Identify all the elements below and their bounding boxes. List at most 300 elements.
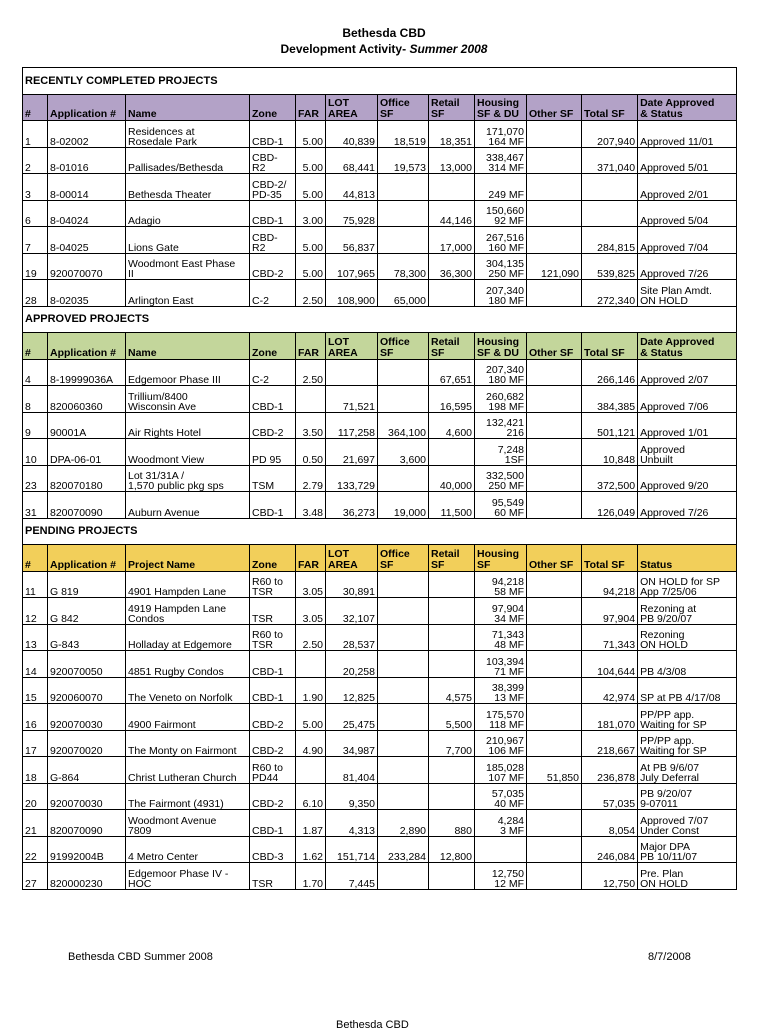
cell-office bbox=[378, 783, 429, 810]
cell-housing: 207,340 180 MF bbox=[475, 359, 527, 386]
cell-num: 28 bbox=[23, 280, 48, 307]
cell-status: ON HOLD for SP App 7/25/06 bbox=[638, 571, 737, 598]
cell-far: 4.90 bbox=[296, 730, 326, 757]
column-header: FAR bbox=[296, 545, 326, 572]
cell-num: 1 bbox=[23, 121, 48, 148]
cell-other bbox=[527, 439, 582, 466]
cell-office: 65,000 bbox=[378, 280, 429, 307]
cell-office bbox=[378, 624, 429, 651]
cell-other: 121,090 bbox=[527, 253, 582, 280]
cell-far: 2.50 bbox=[296, 280, 326, 307]
cell-retail: 16,595 bbox=[429, 386, 475, 413]
cell-housing: 171,070 164 MF bbox=[475, 121, 527, 148]
cell-zone: CBD-1 bbox=[250, 810, 296, 837]
cell-app: 820000230 bbox=[48, 863, 126, 890]
cell-zone: CBD- R2 bbox=[250, 147, 296, 174]
column-header: Office SF bbox=[378, 545, 429, 572]
cell-office: 18,519 bbox=[378, 121, 429, 148]
column-header: Name bbox=[126, 333, 250, 360]
table-row bbox=[23, 810, 737, 837]
column-header: Application # bbox=[48, 545, 126, 572]
column-header: Office SF bbox=[378, 94, 429, 121]
development-activity-table bbox=[22, 67, 737, 890]
cell-far: 5.00 bbox=[296, 121, 326, 148]
column-header: Status bbox=[638, 545, 737, 572]
cell-zone: CBD-2 bbox=[250, 253, 296, 280]
cell-lot: 117,258 bbox=[326, 412, 378, 439]
cell-num: 13 bbox=[23, 624, 48, 651]
cell-office bbox=[378, 598, 429, 625]
cell-lot: 25,475 bbox=[326, 704, 378, 731]
cell-total: 104,644 bbox=[582, 651, 638, 678]
cell-app: 8-02035 bbox=[48, 280, 126, 307]
cell-housing: 38,399 13 MF bbox=[475, 677, 527, 704]
cell-zone: CBD- R2 bbox=[250, 227, 296, 254]
cell-lot: 36,273 bbox=[326, 492, 378, 519]
cell-status: PP/PP app. Waiting for SP bbox=[638, 730, 737, 757]
cell-total: 272,340 bbox=[582, 280, 638, 307]
cell-retail: 18,351 bbox=[429, 121, 475, 148]
cell-total: 266,146 bbox=[582, 359, 638, 386]
cell-retail: 13,000 bbox=[429, 147, 475, 174]
cell-housing: 4,284 3 MF bbox=[475, 810, 527, 837]
cell-num: 2 bbox=[23, 147, 48, 174]
column-header: Total SF bbox=[582, 94, 638, 121]
cell-other bbox=[527, 651, 582, 678]
cell-app: 820070180 bbox=[48, 465, 126, 492]
table-row bbox=[23, 147, 737, 174]
cell-lot: 44,813 bbox=[326, 174, 378, 201]
cell-name: Lot 31/31A / 1,570 public pkg sps bbox=[126, 465, 250, 492]
cell-far: 5.00 bbox=[296, 174, 326, 201]
cell-total bbox=[582, 174, 638, 201]
cell-name: Pallisades/Bethesda bbox=[126, 147, 250, 174]
cell-app: 8-01016 bbox=[48, 147, 126, 174]
column-header: Office SF bbox=[378, 333, 429, 360]
document-subtitle bbox=[0, 42, 768, 56]
section-heading-tail bbox=[638, 306, 737, 333]
cell-num: 22 bbox=[23, 836, 48, 863]
table-row bbox=[23, 253, 737, 280]
cell-housing: 249 MF bbox=[475, 174, 527, 201]
cell-name: Trillium/8400 Wisconsin Ave bbox=[126, 386, 250, 413]
cell-lot: 9,350 bbox=[326, 783, 378, 810]
cell-lot: 133,729 bbox=[326, 465, 378, 492]
table-row bbox=[23, 121, 737, 148]
column-header: Total SF bbox=[582, 545, 638, 572]
column-header: Date Approved & Status bbox=[638, 333, 737, 360]
section-heading-tail bbox=[638, 68, 737, 95]
cell-status: Approved 5/01 bbox=[638, 147, 737, 174]
cell-app: 920060070 bbox=[48, 677, 126, 704]
cell-total bbox=[582, 200, 638, 227]
cell-app: DPA-06-01 bbox=[48, 439, 126, 466]
cell-far: 0.50 bbox=[296, 439, 326, 466]
cell-total: 372,500 bbox=[582, 465, 638, 492]
cell-app: 920070030 bbox=[48, 783, 126, 810]
column-header: Other SF bbox=[527, 545, 582, 572]
cell-other bbox=[527, 677, 582, 704]
cell-num: 21 bbox=[23, 810, 48, 837]
section-heading: APPROVED PROJECTS bbox=[23, 306, 638, 333]
cell-status: Major DPA PB 10/11/07 bbox=[638, 836, 737, 863]
cell-far: 1.90 bbox=[296, 677, 326, 704]
cell-num: 3 bbox=[23, 174, 48, 201]
table-row bbox=[23, 624, 737, 651]
cell-retail: 67,651 bbox=[429, 359, 475, 386]
cell-retail: 12,800 bbox=[429, 836, 475, 863]
cell-status: Rezoning at PB 9/20/07 bbox=[638, 598, 737, 625]
cell-total: 284,815 bbox=[582, 227, 638, 254]
cell-far: 2.50 bbox=[296, 624, 326, 651]
cell-num: 10 bbox=[23, 439, 48, 466]
cell-zone: TSR bbox=[250, 863, 296, 890]
cell-zone: CBD-1 bbox=[250, 200, 296, 227]
cell-total: 501,121 bbox=[582, 412, 638, 439]
cell-office bbox=[378, 571, 429, 598]
cell-total: 246,084 bbox=[582, 836, 638, 863]
cell-num: 6 bbox=[23, 200, 48, 227]
cell-num: 14 bbox=[23, 651, 48, 678]
cell-office bbox=[378, 386, 429, 413]
cell-name: Auburn Avenue bbox=[126, 492, 250, 519]
cell-app: 8-02002 bbox=[48, 121, 126, 148]
table-row bbox=[23, 677, 737, 704]
cell-office bbox=[378, 677, 429, 704]
cell-status: SP at PB 4/17/08 bbox=[638, 677, 737, 704]
cell-office: 2,890 bbox=[378, 810, 429, 837]
cell-lot: 34,987 bbox=[326, 730, 378, 757]
cell-housing: 267,516 160 MF bbox=[475, 227, 527, 254]
cell-lot: 68,441 bbox=[326, 147, 378, 174]
cell-other bbox=[527, 783, 582, 810]
cell-retail bbox=[429, 624, 475, 651]
cell-other: 51,850 bbox=[527, 757, 582, 784]
cell-lot: 56,837 bbox=[326, 227, 378, 254]
subtitle-prefix: Development Activity- bbox=[280, 42, 410, 56]
cell-retail bbox=[429, 783, 475, 810]
cell-status: PP/PP app. Waiting for SP bbox=[638, 704, 737, 731]
cell-name: Residences at Rosedale Park bbox=[126, 121, 250, 148]
cell-num: 31 bbox=[23, 492, 48, 519]
cell-app: 8-04024 bbox=[48, 200, 126, 227]
table-row bbox=[23, 412, 737, 439]
cell-far: 2.79 bbox=[296, 465, 326, 492]
column-header: Total SF bbox=[582, 333, 638, 360]
cell-status: PB 4/3/08 bbox=[638, 651, 737, 678]
column-header: # bbox=[23, 94, 48, 121]
cell-other bbox=[527, 412, 582, 439]
cell-status: Rezoning ON HOLD bbox=[638, 624, 737, 651]
table-row bbox=[23, 863, 737, 890]
section-heading: RECENTLY COMPLETED PROJECTS bbox=[23, 68, 638, 95]
cell-zone: R60 to TSR bbox=[250, 624, 296, 651]
section-heading-tail bbox=[638, 518, 737, 545]
cell-num: 20 bbox=[23, 783, 48, 810]
cell-app: G 842 bbox=[48, 598, 126, 625]
cell-far: 3.05 bbox=[296, 571, 326, 598]
cell-housing: 150,660 92 MF bbox=[475, 200, 527, 227]
cell-status: Approved 7/06 bbox=[638, 386, 737, 413]
cell-zone: R60 to PD44 bbox=[250, 757, 296, 784]
cell-zone: C-2 bbox=[250, 359, 296, 386]
table-row bbox=[23, 227, 737, 254]
table-row bbox=[23, 730, 737, 757]
cell-status: Approved 11/01 bbox=[638, 121, 737, 148]
cell-name: 4900 Fairmont bbox=[126, 704, 250, 731]
cell-office bbox=[378, 359, 429, 386]
cell-housing: 260,682 198 MF bbox=[475, 386, 527, 413]
cell-num: 17 bbox=[23, 730, 48, 757]
cell-office bbox=[378, 863, 429, 890]
column-header: Date Approved & Status bbox=[638, 94, 737, 121]
approved-column-header-row bbox=[23, 333, 737, 360]
cell-zone: CBD-1 bbox=[250, 121, 296, 148]
cell-app: G-864 bbox=[48, 757, 126, 784]
cell-housing: 132,421 216 bbox=[475, 412, 527, 439]
cell-lot: 151,714 bbox=[326, 836, 378, 863]
column-header: LOT AREA bbox=[326, 545, 378, 572]
cell-retail bbox=[429, 651, 475, 678]
cell-lot: 75,928 bbox=[326, 200, 378, 227]
cell-housing: 97,904 34 MF bbox=[475, 598, 527, 625]
footer-left: Bethesda CBD Summer 2008 bbox=[68, 951, 213, 963]
table-row bbox=[23, 836, 737, 863]
cell-housing: 103,394 71 MF bbox=[475, 651, 527, 678]
table-row bbox=[23, 492, 737, 519]
cell-lot: 107,965 bbox=[326, 253, 378, 280]
cell-zone: CBD-2 bbox=[250, 412, 296, 439]
table-row bbox=[23, 174, 737, 201]
cell-zone: CBD-2 bbox=[250, 783, 296, 810]
cell-far: 5.00 bbox=[296, 147, 326, 174]
cell-num: 4 bbox=[23, 359, 48, 386]
cell-other bbox=[527, 147, 582, 174]
cell-app: 820060360 bbox=[48, 386, 126, 413]
cell-app: 920070020 bbox=[48, 730, 126, 757]
cell-lot: 71,521 bbox=[326, 386, 378, 413]
cell-name: Bethesda Theater bbox=[126, 174, 250, 201]
cell-office: 233,284 bbox=[378, 836, 429, 863]
cell-lot: 28,537 bbox=[326, 624, 378, 651]
column-header: Housing SF & DU bbox=[475, 94, 527, 121]
cell-zone: PD 95 bbox=[250, 439, 296, 466]
cell-name: The Monty on Fairmont bbox=[126, 730, 250, 757]
cell-zone: CBD-2/ PD-35 bbox=[250, 174, 296, 201]
cell-zone: TSR bbox=[250, 598, 296, 625]
pending-column-header-row bbox=[23, 545, 737, 572]
subtitle-season: Summer 2008 bbox=[409, 42, 488, 56]
cell-lot: 7,445 bbox=[326, 863, 378, 890]
column-header: Retail SF bbox=[429, 94, 475, 121]
cell-housing: 71,343 48 MF bbox=[475, 624, 527, 651]
cell-office bbox=[378, 704, 429, 731]
cell-office bbox=[378, 465, 429, 492]
cell-name: Lions Gate bbox=[126, 227, 250, 254]
column-header: Housing SF bbox=[475, 545, 527, 572]
cell-retail bbox=[429, 863, 475, 890]
table-row bbox=[23, 439, 737, 466]
cell-num: 9 bbox=[23, 412, 48, 439]
cell-total: 384,385 bbox=[582, 386, 638, 413]
cell-name: Edgemoor Phase IV - HOC bbox=[126, 863, 250, 890]
cell-lot: 20,258 bbox=[326, 651, 378, 678]
cell-lot: 108,900 bbox=[326, 280, 378, 307]
cell-num: 7 bbox=[23, 227, 48, 254]
cell-total: 181,070 bbox=[582, 704, 638, 731]
footer-date: 8/7/2008 bbox=[648, 951, 691, 963]
cell-status: Approved Unbuilt bbox=[638, 439, 737, 466]
cell-zone: CBD-1 bbox=[250, 677, 296, 704]
cell-housing: 12,750 12 MF bbox=[475, 863, 527, 890]
cell-app: 820070090 bbox=[48, 810, 126, 837]
cell-far bbox=[296, 757, 326, 784]
column-header: # bbox=[23, 545, 48, 572]
cell-name: 4901 Hampden Lane bbox=[126, 571, 250, 598]
column-header: FAR bbox=[296, 94, 326, 121]
cell-lot: 30,891 bbox=[326, 571, 378, 598]
cell-app: 90001A bbox=[48, 412, 126, 439]
cell-housing: 57,035 40 MF bbox=[475, 783, 527, 810]
cell-office bbox=[378, 651, 429, 678]
cell-retail: 5,500 bbox=[429, 704, 475, 731]
cell-total: 10,848 bbox=[582, 439, 638, 466]
cell-status: PB 9/20/07 9-07011 bbox=[638, 783, 737, 810]
cell-retail: 44,146 bbox=[429, 200, 475, 227]
cell-status: Approved 1/01 bbox=[638, 412, 737, 439]
document-title: Bethesda CBD bbox=[342, 26, 426, 40]
cell-total: 207,940 bbox=[582, 121, 638, 148]
cell-office: 19,000 bbox=[378, 492, 429, 519]
cell-name: 4 Metro Center bbox=[126, 836, 250, 863]
cell-other bbox=[527, 571, 582, 598]
cell-far: 3.05 bbox=[296, 598, 326, 625]
cell-other bbox=[527, 359, 582, 386]
cell-lot: 12,825 bbox=[326, 677, 378, 704]
cell-lot: 81,404 bbox=[326, 757, 378, 784]
table-row bbox=[23, 757, 737, 784]
cell-other bbox=[527, 836, 582, 863]
cell-far: 2.50 bbox=[296, 359, 326, 386]
cell-housing: 210,967 106 MF bbox=[475, 730, 527, 757]
cell-retail bbox=[429, 280, 475, 307]
cell-far: 1.62 bbox=[296, 836, 326, 863]
cell-num: 23 bbox=[23, 465, 48, 492]
cell-other bbox=[527, 465, 582, 492]
cell-lot: 40,839 bbox=[326, 121, 378, 148]
cell-zone: R60 to TSR bbox=[250, 571, 296, 598]
cell-num: 15 bbox=[23, 677, 48, 704]
cell-housing: 94,218 58 MF bbox=[475, 571, 527, 598]
cell-zone: TSM bbox=[250, 465, 296, 492]
cell-zone: C-2 bbox=[250, 280, 296, 307]
cell-total: 12,750 bbox=[582, 863, 638, 890]
column-header: FAR bbox=[296, 333, 326, 360]
cell-status: Approved 5/04 bbox=[638, 200, 737, 227]
cell-num: 19 bbox=[23, 253, 48, 280]
approved-section-heading-row bbox=[23, 306, 737, 333]
cell-retail bbox=[429, 598, 475, 625]
cell-retail bbox=[429, 439, 475, 466]
cell-name: Edgemoor Phase III bbox=[126, 359, 250, 386]
column-header: Application # bbox=[48, 94, 126, 121]
recently-completed-section-heading-row bbox=[23, 68, 737, 95]
cell-other bbox=[527, 492, 582, 519]
cell-other bbox=[527, 121, 582, 148]
cell-total: 371,040 bbox=[582, 147, 638, 174]
cell-num: 16 bbox=[23, 704, 48, 731]
cell-app: G 819 bbox=[48, 571, 126, 598]
column-header: LOT AREA bbox=[326, 333, 378, 360]
table-row bbox=[23, 598, 737, 625]
cell-other bbox=[527, 704, 582, 731]
cell-lot: 21,697 bbox=[326, 439, 378, 466]
cell-name: Holladay at Edgemore bbox=[126, 624, 250, 651]
cell-status: Approved 7/07 Under Const bbox=[638, 810, 737, 837]
cell-num: 8 bbox=[23, 386, 48, 413]
cell-name: Adagio bbox=[126, 200, 250, 227]
recently-completed-column-header-row bbox=[23, 94, 737, 121]
cell-office bbox=[378, 174, 429, 201]
cell-office bbox=[378, 730, 429, 757]
cell-lot bbox=[326, 359, 378, 386]
cell-app: 91992004B bbox=[48, 836, 126, 863]
cell-office bbox=[378, 757, 429, 784]
table-row bbox=[23, 651, 737, 678]
cell-zone: CBD-2 bbox=[250, 730, 296, 757]
column-header: Zone bbox=[250, 333, 296, 360]
cell-name: Christ Lutheran Church bbox=[126, 757, 250, 784]
cell-housing: 185,028 107 MF bbox=[475, 757, 527, 784]
cell-other bbox=[527, 227, 582, 254]
cell-status: Approved 2/07 bbox=[638, 359, 737, 386]
cell-far: 1.70 bbox=[296, 863, 326, 890]
cell-office bbox=[378, 227, 429, 254]
cell-housing: 304,135 250 MF bbox=[475, 253, 527, 280]
cell-retail: 11,500 bbox=[429, 492, 475, 519]
cell-status: At PB 9/6/07 July Deferral bbox=[638, 757, 737, 784]
cell-retail bbox=[429, 571, 475, 598]
table-row bbox=[23, 783, 737, 810]
table-row bbox=[23, 200, 737, 227]
table-row bbox=[23, 571, 737, 598]
cell-housing: 95,549 60 MF bbox=[475, 492, 527, 519]
cell-retail: 17,000 bbox=[429, 227, 475, 254]
cell-num: 18 bbox=[23, 757, 48, 784]
cell-retail: 36,300 bbox=[429, 253, 475, 280]
column-header: Retail SF bbox=[429, 333, 475, 360]
cell-far: 5.00 bbox=[296, 704, 326, 731]
cell-app: G-843 bbox=[48, 624, 126, 651]
cell-retail: 40,000 bbox=[429, 465, 475, 492]
cell-num: 12 bbox=[23, 598, 48, 625]
cell-other bbox=[527, 730, 582, 757]
column-header: Name bbox=[126, 94, 250, 121]
cell-num: 11 bbox=[23, 571, 48, 598]
column-header: Project Name bbox=[126, 545, 250, 572]
cell-app: 8-04025 bbox=[48, 227, 126, 254]
cell-app: 920070050 bbox=[48, 651, 126, 678]
cell-retail: 7,700 bbox=[429, 730, 475, 757]
column-header: Other SF bbox=[527, 94, 582, 121]
cell-housing: 175,570 118 MF bbox=[475, 704, 527, 731]
cell-zone: CBD-1 bbox=[250, 492, 296, 519]
cell-total: 42,974 bbox=[582, 677, 638, 704]
cell-office: 3,600 bbox=[378, 439, 429, 466]
cell-far: 3.00 bbox=[296, 200, 326, 227]
cell-retail bbox=[429, 174, 475, 201]
cell-total: 236,878 bbox=[582, 757, 638, 784]
